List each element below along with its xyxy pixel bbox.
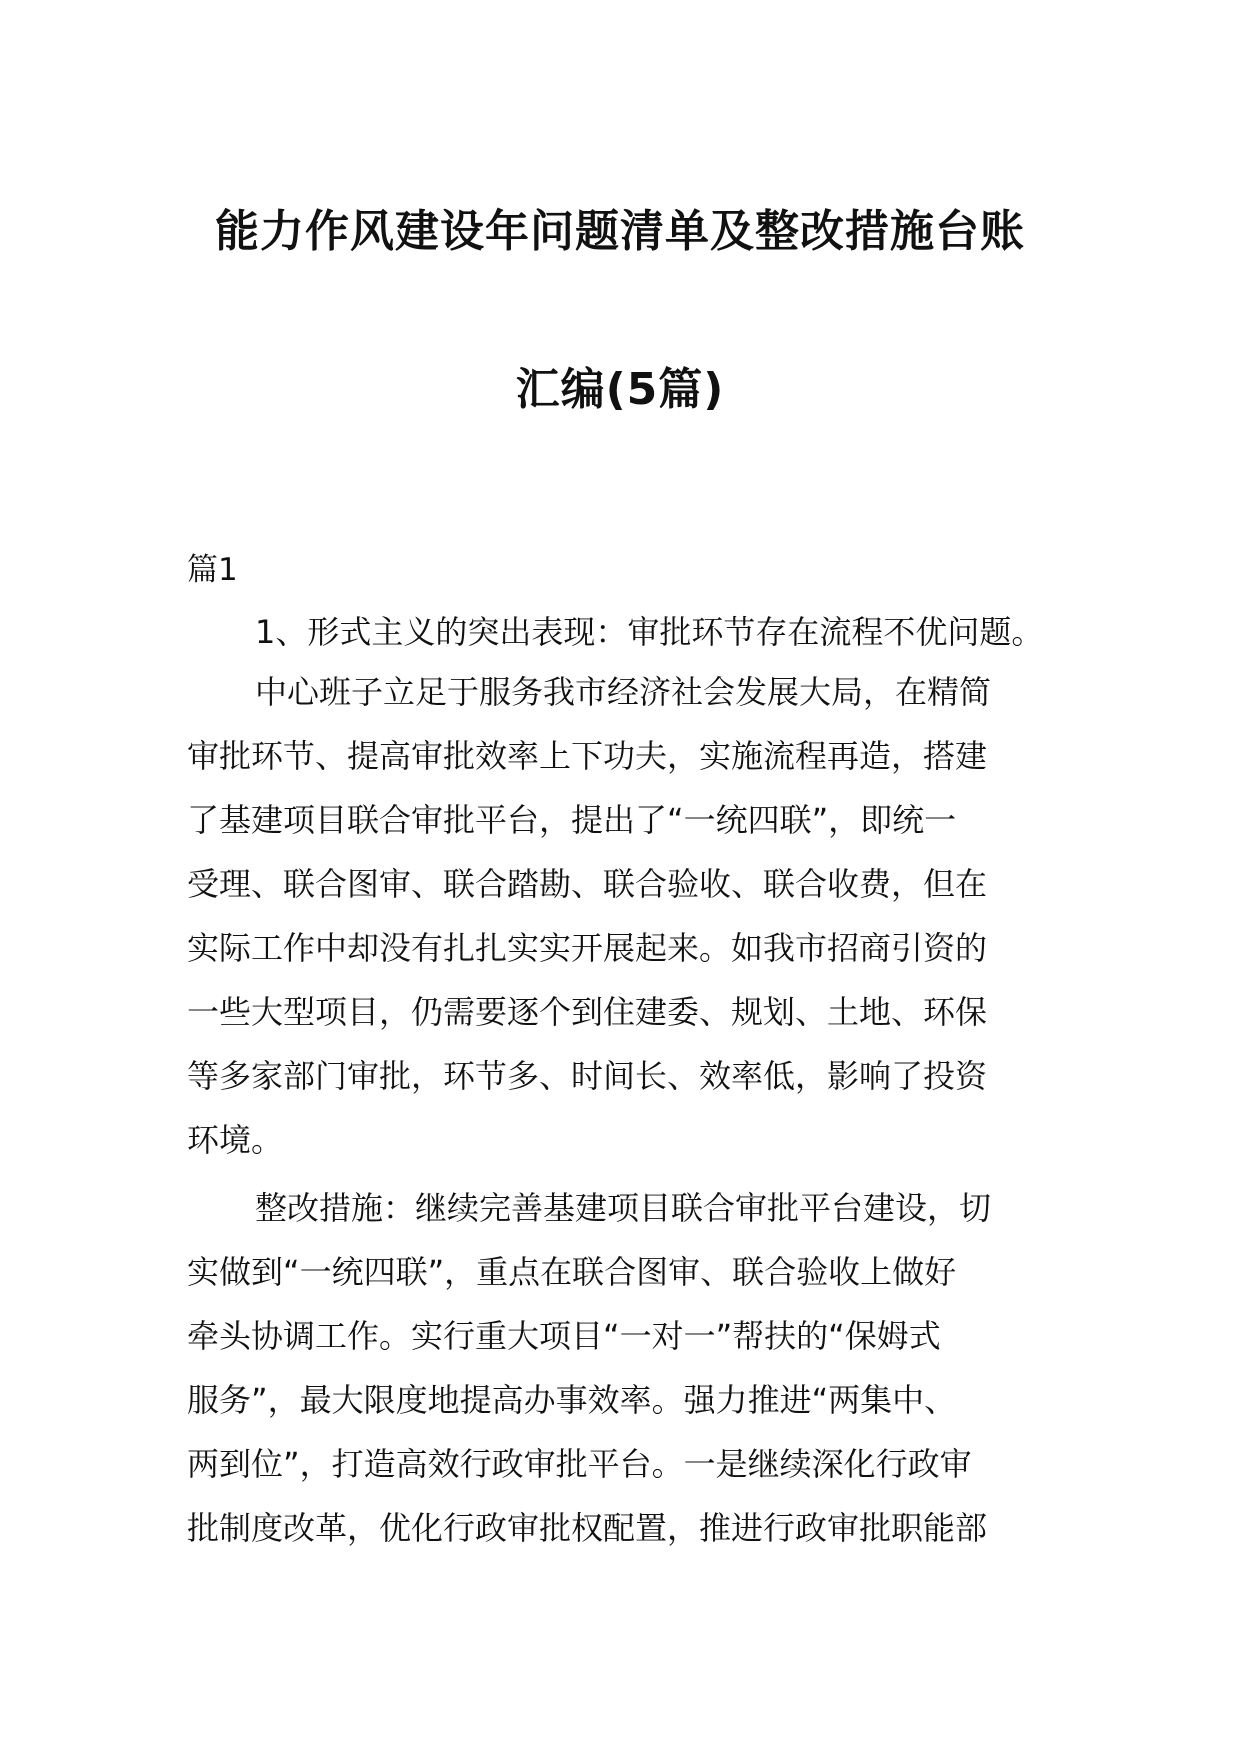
paragraph-line: 牵头协调工作。实行重大项目“一对一”帮扶的“保姆式 [187, 1317, 941, 1355]
paragraph-line: 整改措施：继续完善基建项目联合审批平台建设，切 [255, 1189, 992, 1227]
paragraph-line: 批制度改革，优化行政审批权配置，推进行政审批职能部 [187, 1509, 988, 1547]
paragraph-line: 受理、联合图审、联合踏勘、联合验收、联合收费，但在 [187, 865, 988, 903]
document-title-line-1: 能力作风建设年问题清单及整改措施台账 [215, 206, 1025, 257]
section-label: 篇1 [187, 552, 238, 588]
paragraph-line: 一些大型项目，仍需要逐个到住建委、规划、土地、环保 [187, 993, 988, 1031]
paragraph-line: 环境。 [187, 1121, 284, 1159]
paragraph-line: 等多家部门审批，环节多、时间长、效率低，影响了投资 [187, 1057, 988, 1095]
paragraph-line: 了基建项目联合审批平台，提出了“一统四联”，即统一 [187, 801, 957, 839]
paragraph-line: 实际工作中却没有扎扎实实开展起来。如我市招商引资的 [187, 929, 988, 967]
document-title-line-2: 汇编(5篇) [515, 364, 725, 415]
paragraph-heading-line: 1、形式主义的突出表现：审批环节存在流程不优问题。 [255, 613, 1044, 651]
paragraph-line: 中心班子立足于服务我市经济社会发展大局，在精简 [255, 673, 992, 711]
paragraph-line: 审批环节、提高审批效率上下功夫，实施流程再造，搭建 [187, 737, 988, 775]
paragraph-line: 服务”，最大限度地提高办事效率。强力推进“两集中、 [187, 1381, 957, 1419]
paragraph-line: 两到位”，打造高效行政审批平台。一是继续深化行政审 [187, 1445, 972, 1483]
paragraph-line: 实做到“一统四联”，重点在联合图审、联合验收上做好 [187, 1253, 957, 1291]
